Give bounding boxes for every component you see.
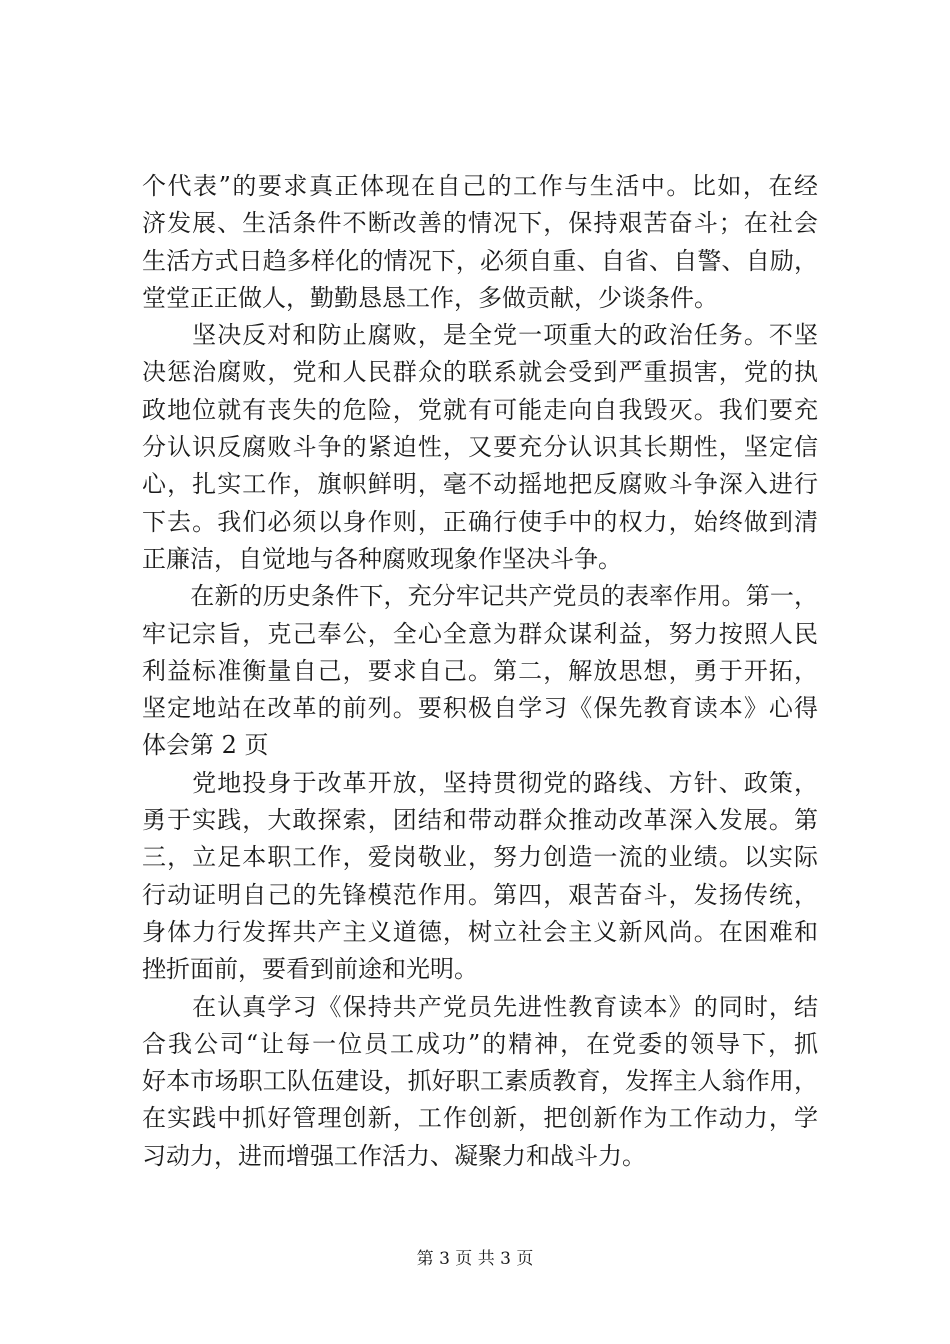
page-footer: 第 3 页 共 3 页 (416, 1249, 534, 1269)
text-line: 心，扎实工作，旗帜鲜明，毫不动摇地把反腐败斗争深入进行 (142, 470, 818, 499)
text-line: 好本市场职工队伍建设，抓好职工素质教育，发挥主人翁作用， (142, 1067, 818, 1096)
text-line: 勇于实践，大敢探索，团结和带动群众推动改革深入发展。第 (142, 806, 818, 835)
text-line: 决惩治腐败，党和人民群众的联系就会受到严重损害，党的执 (142, 358, 818, 387)
text-line: 党地投身于改革开放，坚持贯彻党的路线、方针、政策， (142, 768, 818, 797)
text-line: 分认识反腐败斗争的紧迫性，又要充分认识其长期性，坚定信 (142, 433, 818, 462)
text-line: 生活方式日趋多样化的情况下，必须自重、自省、自警、自励， (142, 246, 818, 275)
text-line: 牢记宗旨，克己奉公，全心全意为群众谋利益，努力按照人民 (142, 619, 818, 648)
text-line: 习动力，进而增强工作活力、凝聚力和战斗力。 (142, 1141, 646, 1170)
text-line: 坚定地站在改革的前列。要积极自学习《保先教育读本》心得 (142, 694, 818, 723)
text-line: 挫折面前，要看到前途和光明。 (142, 955, 478, 984)
text-line: 堂堂正正做人，勤勤恳恳工作，多做贡献，少谈条件。 (142, 283, 718, 312)
text-line: 身体力行发挥共产主义道德，树立社会主义新风尚。在困难和 (142, 917, 818, 946)
text-line: 利益标准衡量自己，要求自己。第二，解放思想，勇于开拓， (142, 656, 818, 685)
text-line: 合我公司“让每一位员工成功”的精神，在党委的领导下，抓 (142, 1029, 818, 1058)
text-line: 在实践中抓好管理创新，工作创新，把创新作为工作动力，学 (142, 1104, 818, 1133)
text-line: 在认真学习《保持共产党员先进性教育读本》的同时，结 (142, 992, 818, 1021)
text-line: 三，立足本职工作，爱岗敬业，努力创造一流的业绩。以实际 (142, 843, 818, 872)
text-line: 在新的历史条件下，充分牢记共产党员的表率作用。第一， (142, 582, 818, 611)
text-line: 正廉洁，自觉地与各种腐败现象作坚决斗争。 (142, 544, 622, 573)
text-line: 个代表”的要求真正体现在自己的工作与生活中。比如，在经 (142, 172, 818, 200)
document-body (142, 168, 818, 1175)
text-line: 坚决反对和防止腐败，是全党一项重大的政治任务。不坚 (142, 321, 818, 350)
text-line: 体会第 2 页 (142, 731, 269, 760)
text-line: 下去。我们必须以身作则，正确行使手中的权力，始终做到清 (142, 507, 818, 536)
text-line: 济发展、生活条件不断改善的情况下，保持艰苦奋斗；在社会 (142, 209, 818, 238)
text-line: 政地位就有丧失的危险，党就有可能走向自我毁灭。我们要充 (142, 395, 818, 424)
text-line: 行动证明自己的先锋模范作用。第四，艰苦奋斗，发扬传统， (142, 880, 818, 909)
